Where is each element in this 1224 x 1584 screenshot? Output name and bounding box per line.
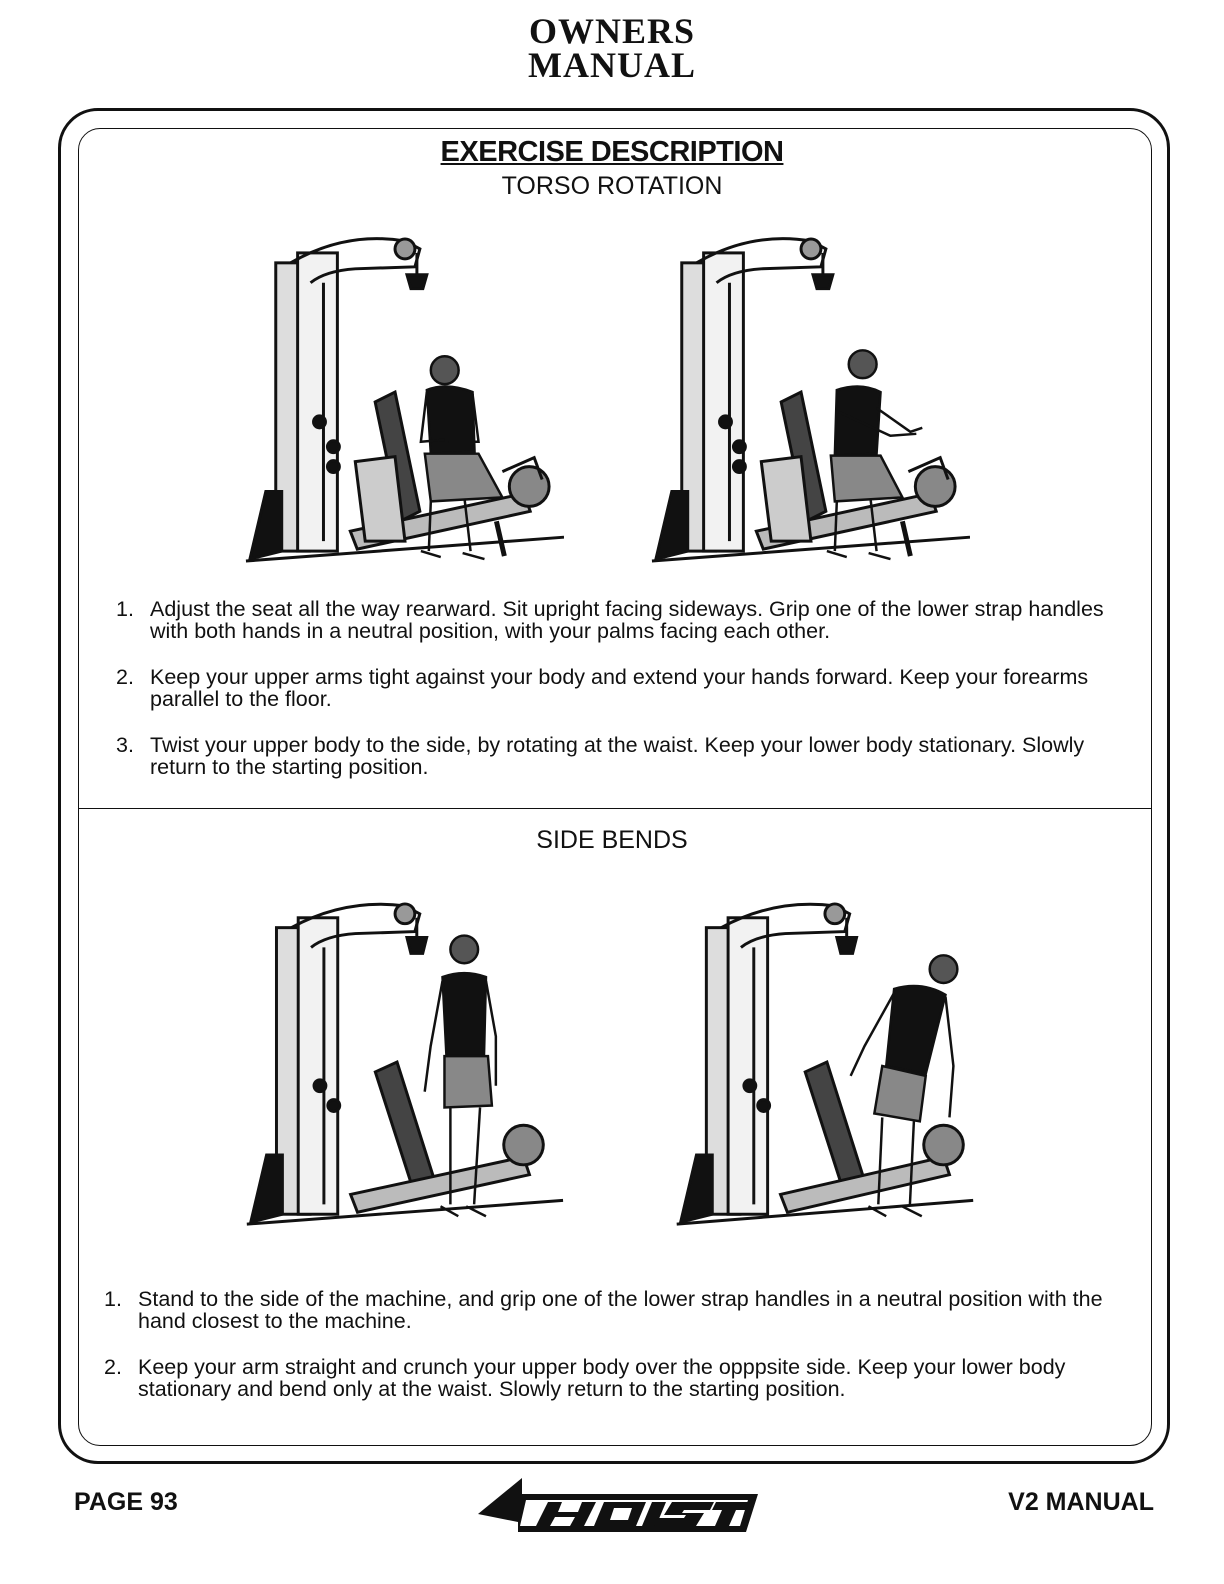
step-text: Stand to the side of the machine, and grip one of the lower strap handles in a neutral position with the hand closest to the machine. <box>138 1287 1103 1333</box>
step-number: 2. <box>116 665 134 689</box>
list-item <box>116 734 1116 778</box>
torso-rotation-start-illustration <box>236 222 564 582</box>
step-text: Keep your arm straight and crunch your upper body over the opppsite side. Keep your lower body stationary and bend only at the waist. Slowly return to the starting position. <box>138 1355 1066 1401</box>
gym-machine-seated-icon <box>236 222 564 582</box>
side-bends-finish-illustration <box>666 898 974 1234</box>
torso-rotation-steps <box>116 598 1116 778</box>
list-item <box>104 1356 1124 1400</box>
exercise-title-torso-rotation: TORSO ROTATION <box>501 172 723 200</box>
gym-machine-seated-twist-icon <box>642 222 970 582</box>
gym-machine-standing-icon <box>236 898 564 1234</box>
gym-machine-side-bend-icon <box>666 898 974 1234</box>
side-bends-start-illustration <box>236 898 564 1234</box>
step-text: Twist your upper body to the side, by rotating at the waist. Keep your lower body stationary. Slowly return to the starting position. <box>150 733 1085 779</box>
manual-version: V2 MANUAL <box>1008 1488 1154 1516</box>
step-number: 1. <box>104 1287 122 1311</box>
step-number: 3. <box>116 733 134 757</box>
step-text: Keep your upper arms tight against your body and extend your hands forward. Keep your forearms parallel to the floor. <box>150 665 1089 711</box>
list-item <box>116 598 1116 642</box>
section-divider <box>78 808 1152 809</box>
step-number: 2. <box>104 1355 122 1379</box>
section-heading: EXERCISE DESCRIPTION <box>440 136 784 168</box>
hoist-logo <box>478 1474 762 1538</box>
list-item <box>116 666 1116 710</box>
torso-rotation-finish-illustration <box>642 222 970 582</box>
exercise-title-side-bends: SIDE BENDS <box>536 826 688 854</box>
side-bends-steps <box>104 1288 1124 1400</box>
page-number: PAGE 93 <box>74 1488 178 1516</box>
manual-title-line1: OWNERS <box>528 11 696 51</box>
hoist-logo-icon <box>478 1474 762 1538</box>
step-number: 1. <box>116 597 134 621</box>
step-text: Adjust the seat all the way rearward. Sit upright facing sideways. Grip one of the lower strap handles with both hands in a neutral position, with your palms facing each other. <box>150 597 1104 643</box>
manual-title <box>0 11 1224 85</box>
list-item <box>104 1288 1124 1332</box>
manual-title-line2: MANUAL <box>528 45 696 85</box>
